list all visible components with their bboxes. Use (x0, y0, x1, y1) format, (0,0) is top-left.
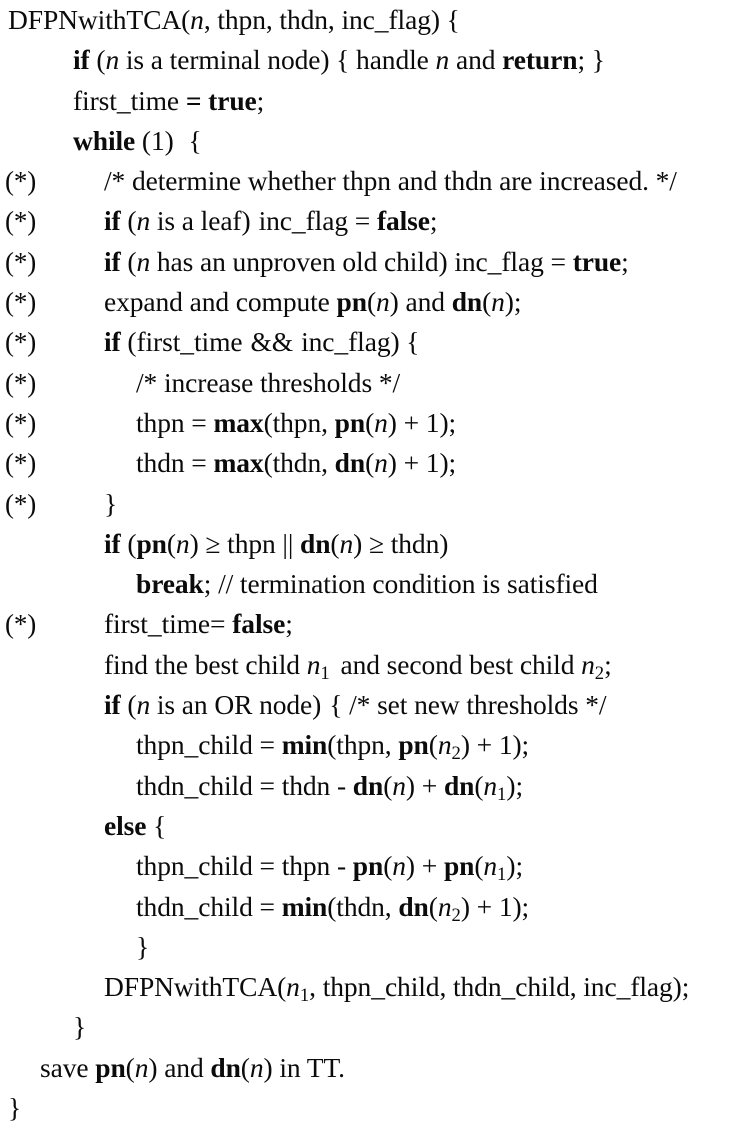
line-marker: (*) (5, 206, 37, 237)
code-line (0, 363, 733, 403)
line-marker: (*) (5, 448, 37, 479)
line-content: save pn(n) and dn(n) in TT. (40, 1051, 345, 1083)
code-line (0, 685, 733, 725)
line-content: thpn_child = min(thpn, pn(n2) + 1); (136, 729, 530, 765)
line-content: thpn = max(thpn, pn(n) + 1); (136, 406, 457, 438)
line-marker: (*) (5, 367, 37, 398)
line-marker: (*) (5, 609, 37, 640)
line-content: /* increase thresholds */ (136, 366, 401, 398)
code-line (0, 766, 733, 806)
line-marker: (*) (5, 488, 37, 519)
line-content: while (1) { (73, 124, 202, 156)
code-line (0, 806, 733, 846)
line-content: thdn_child = min(thdn, dn(n2) + 1); (136, 890, 530, 926)
line-marker: (*) (5, 246, 37, 277)
line-content: thpn_child = thpn - pn(n) + pn(n1); (136, 850, 523, 886)
line-content: thdn_child = thdn - dn(n) + dn(n1); (136, 769, 523, 805)
code-line (0, 1088, 733, 1128)
line-content: find the best child n1 and second best child n2; (104, 648, 612, 684)
code-line (0, 484, 733, 524)
line-content: } (104, 487, 118, 519)
code-line (0, 403, 733, 443)
code-line (0, 564, 733, 604)
code-line (0, 322, 733, 362)
line-marker: (*) (5, 166, 37, 197)
line-content: if (n is a terminal node) { handle n and return; } (73, 44, 605, 76)
line-content: if (first_time && inc_flag) { (104, 326, 420, 358)
code-line (0, 201, 733, 241)
line-content: /* determine whether thpn and thdn are increased. */ (104, 165, 677, 197)
code-line (0, 524, 733, 564)
line-content: if (n has an unproven old child) inc_flag = true; (104, 245, 629, 277)
code-line (0, 0, 733, 40)
line-content: else { (104, 809, 167, 841)
line-content: expand and compute pn(n) and dn(n); (104, 286, 522, 318)
code-line (0, 967, 733, 1007)
line-content: if (n is a leaf) inc_flag = false; (104, 205, 438, 237)
line-content: break; // termination condition is satisfied (136, 568, 598, 600)
code-line (0, 242, 733, 282)
code-line (0, 1007, 733, 1047)
line-marker: (*) (5, 407, 37, 438)
line-content: if (n is an OR node) { /* set new thresholds */ (104, 689, 607, 721)
code-line (0, 645, 733, 685)
code-line (0, 725, 733, 765)
line-content: } (136, 930, 150, 962)
line-marker: (*) (5, 327, 37, 358)
line-content: DFPNwithTCA(n1, thpn_child, thdn_child, inc_flag); (104, 971, 690, 1007)
line-content: first_time= false; (104, 608, 293, 640)
code-line (0, 887, 733, 927)
line-content: thdn = max(thdn, dn(n) + 1); (136, 447, 457, 479)
line-content: } (73, 1011, 87, 1043)
code-line (0, 81, 733, 121)
code-line (0, 443, 733, 483)
code-line (0, 40, 733, 80)
code-line (0, 282, 733, 322)
line-content: DFPNwithTCA(n, thpn, thdn, inc_flag) { (8, 4, 460, 35)
line-content: } (8, 1092, 22, 1124)
line-marker: (*) (5, 287, 37, 318)
code-line (0, 604, 733, 644)
code-line (0, 161, 733, 201)
line-content: if (pn(n) ≥ thpn || dn(n) ≥ thdn) (104, 527, 449, 559)
line-content: first_time = true; (73, 84, 265, 116)
code-line (0, 121, 733, 161)
code-line (0, 927, 733, 967)
code-line (0, 1048, 733, 1088)
code-line (0, 846, 733, 886)
